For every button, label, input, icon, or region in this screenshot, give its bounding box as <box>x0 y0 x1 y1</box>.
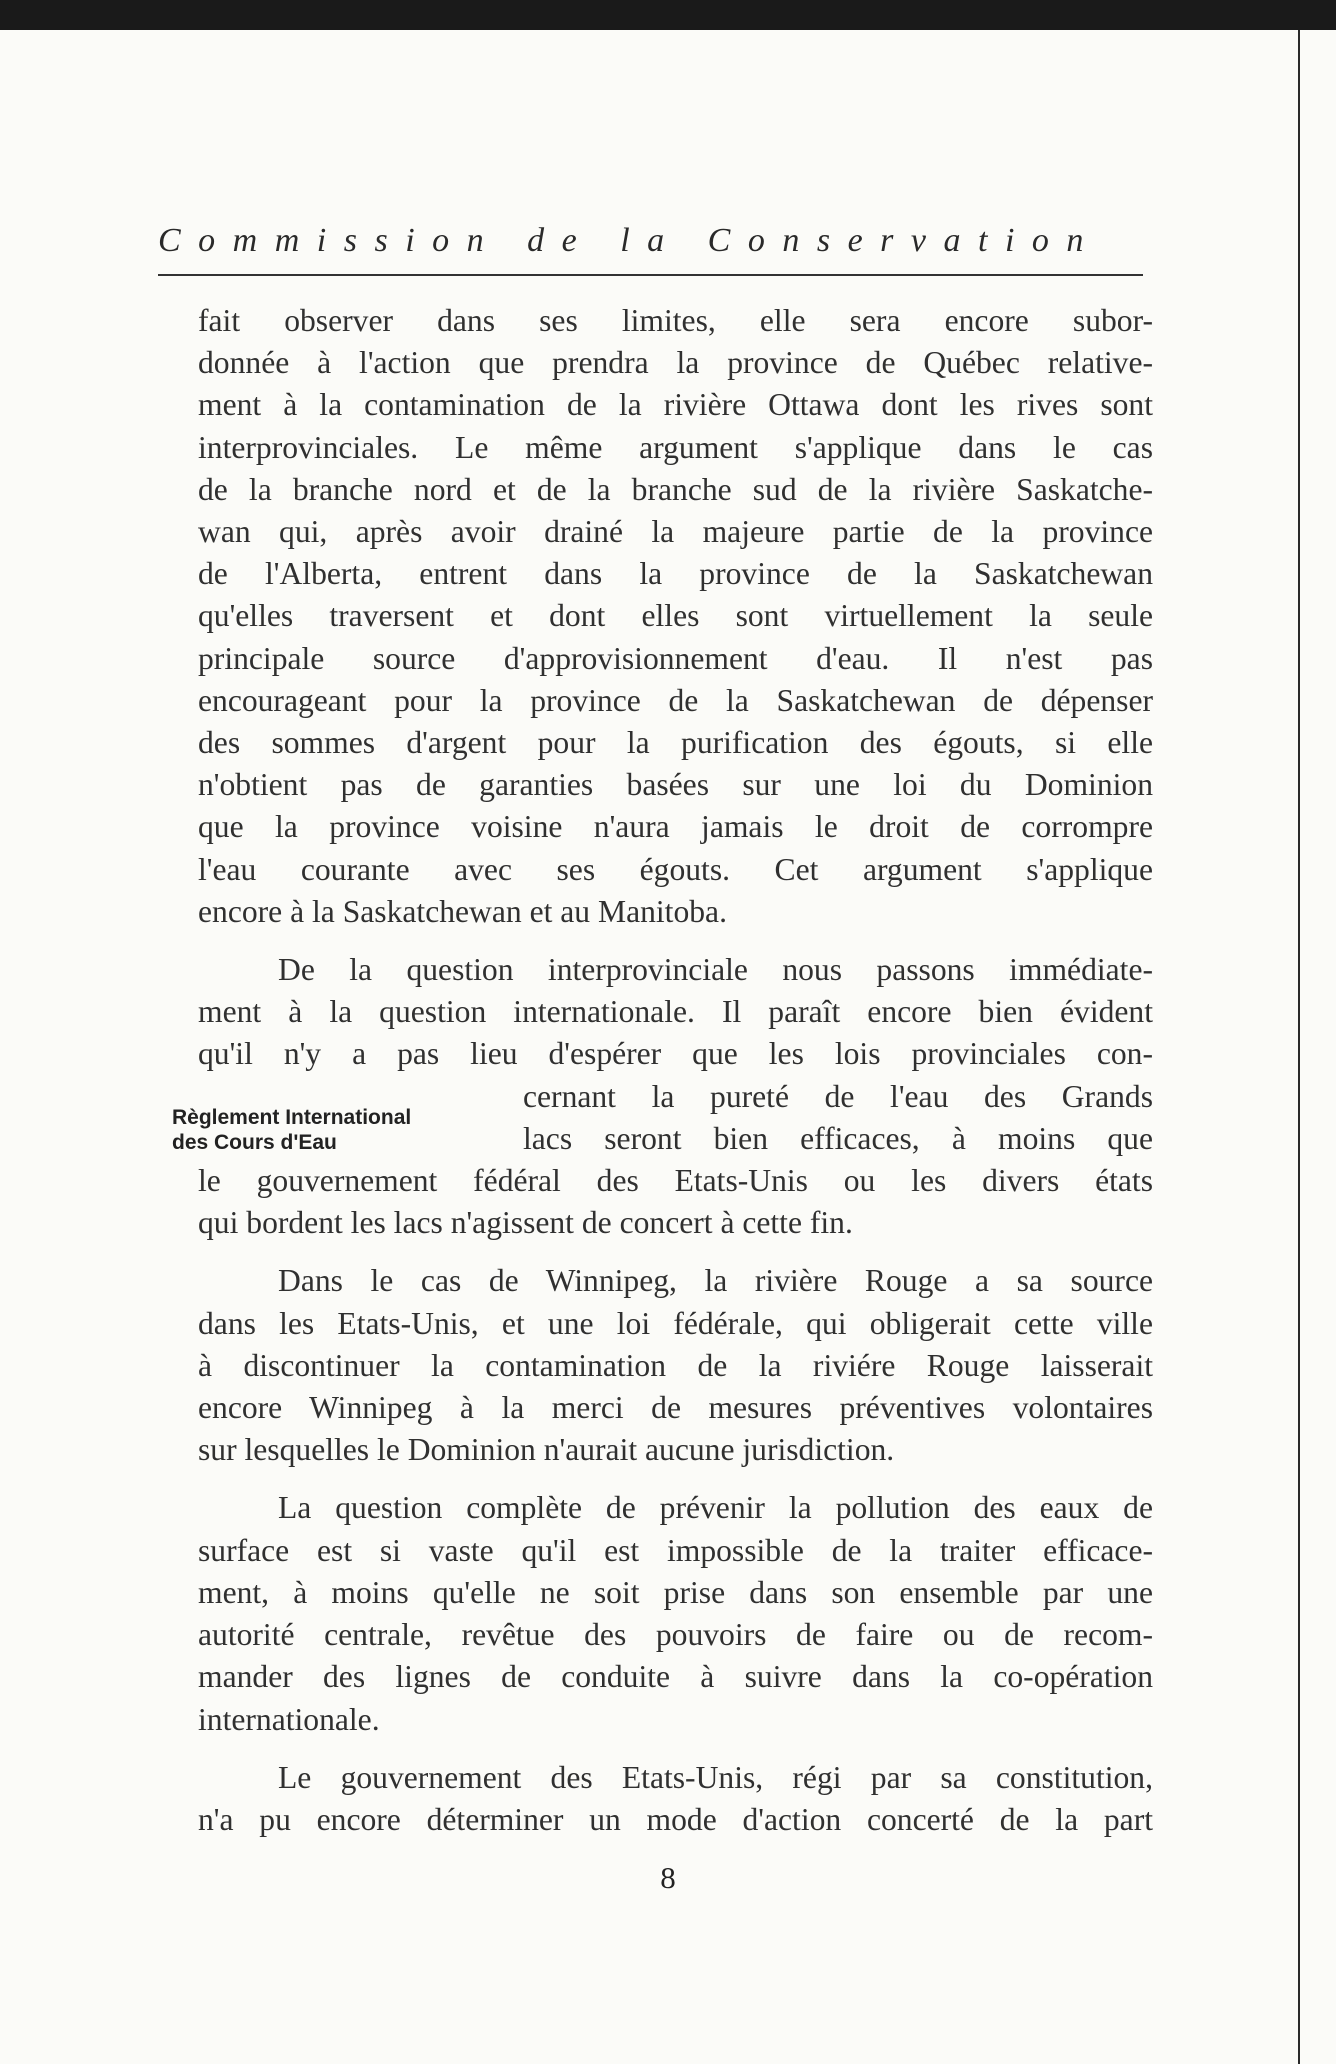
text-line: autorité centrale, revêtue des pouvoirs de faire ou de recom- <box>198 1617 1153 1653</box>
text-line: interprovinciales. Le même argument s'applique dans le cas <box>198 429 1153 465</box>
text-line: ment à la question internationale. Il paraît encore bien évident <box>198 994 1153 1030</box>
text-line: que la province voisine n'aura jamais le droit de corrompre <box>198 809 1153 845</box>
text-line: n'a pu encore déterminer un mode d'action concerté de la part <box>198 1801 1153 1837</box>
text-line: des sommes d'argent pour la purification des égouts, si elle <box>198 725 1153 761</box>
text-line: encore Winnipeg à la merci de mesures préventives volontaires <box>198 1390 1153 1426</box>
paragraph-3 <box>198 1260 1153 1471</box>
text-line: De la question interprovinciale nous passons immédiate- <box>278 952 1153 988</box>
text-line: de la branche nord et de la branche sud de la rivière Saskatche- <box>198 471 1153 507</box>
text-line: ment à la contamination de la rivière Ottawa dont les rives sont <box>198 387 1153 423</box>
margin-note-line-1: Règlement International <box>172 1106 412 1129</box>
paragraph-5 <box>198 1757 1153 1841</box>
text-line: qui bordent les lacs n'agissent de concert à cette fin. <box>198 1205 853 1241</box>
body-text <box>198 300 1153 1841</box>
text-line: dans les Etats-Unis, et une loi fédérale, qui obligerait cette ville <box>198 1305 1153 1341</box>
text-line: La question complète de prévenir la pollution des eaux de <box>278 1490 1153 1526</box>
text-line: mander des lignes de conduite à suivre dans la co-opération <box>198 1659 1153 1695</box>
text-line: n'obtient pas de garanties basées sur une loi du Dominion <box>198 767 1153 803</box>
text-line: à discontinuer la contamination de la riviére Rouge laisserait <box>198 1347 1153 1383</box>
text-line: donnée à l'action que prendra la province de Québec relative- <box>198 345 1153 381</box>
paragraph-1 <box>198 300 1153 933</box>
text-line: lacs seront bien efficaces, à moins que <box>523 1120 1153 1156</box>
header-title: Commission de la Conservation <box>158 222 1101 259</box>
running-header <box>158 188 1143 276</box>
text-line: qu'elles traversent et dont elles sont virtuellement la seule <box>198 598 1153 634</box>
text-line: surface est si vaste qu'il est impossible de la traiter efficace- <box>198 1532 1153 1568</box>
text-line: wan qui, après avoir drainé la majeure partie de la province <box>198 514 1153 550</box>
text-line: internationale. <box>198 1701 380 1737</box>
text-line: de l'Alberta, entrent dans la province de la Saskatchewan <box>198 556 1153 592</box>
text-line: encourageant pour la province de la Saskatchewan de dépenser <box>198 682 1153 718</box>
text-line: Le gouvernement des Etats-Unis, régi par sa constitution, <box>278 1759 1153 1795</box>
margin-note-line-2: des Cours d'Eau <box>172 1131 337 1154</box>
page-edge <box>1298 30 1336 2064</box>
text-line: l'eau courante avec ses égouts. Cet argument s'applique <box>198 851 1153 887</box>
text-line: fait observer dans ses limites, elle sera encore subor- <box>198 303 1153 338</box>
text-line: cernant la pureté de l'eau des Grands <box>523 1078 1153 1114</box>
text-line: le gouvernement fédéral des Etats-Unis ou les divers états <box>198 1163 1153 1199</box>
text-line: ment, à moins qu'elle ne soit prise dans son ensemble par une <box>198 1574 1153 1610</box>
text-line: Dans le cas de Winnipeg, la rivière Rouge a sa source <box>278 1263 1153 1299</box>
page-number: 8 <box>660 1860 676 1895</box>
paragraph-2 <box>198 949 1153 1244</box>
text-line: principale source d'approvisionnement d'eau. Il n'est pas <box>198 640 1153 676</box>
text-line: qu'il n'y a pas lieu d'espérer que les lois provinciales con- <box>198 1036 1153 1072</box>
paragraph-4 <box>198 1487 1153 1740</box>
text-line: sur lesquelles le Dominion n'aurait aucune jurisdiction. <box>198 1432 895 1468</box>
text-line: encore à la Saskatchewan et au Manitoba. <box>198 893 727 929</box>
